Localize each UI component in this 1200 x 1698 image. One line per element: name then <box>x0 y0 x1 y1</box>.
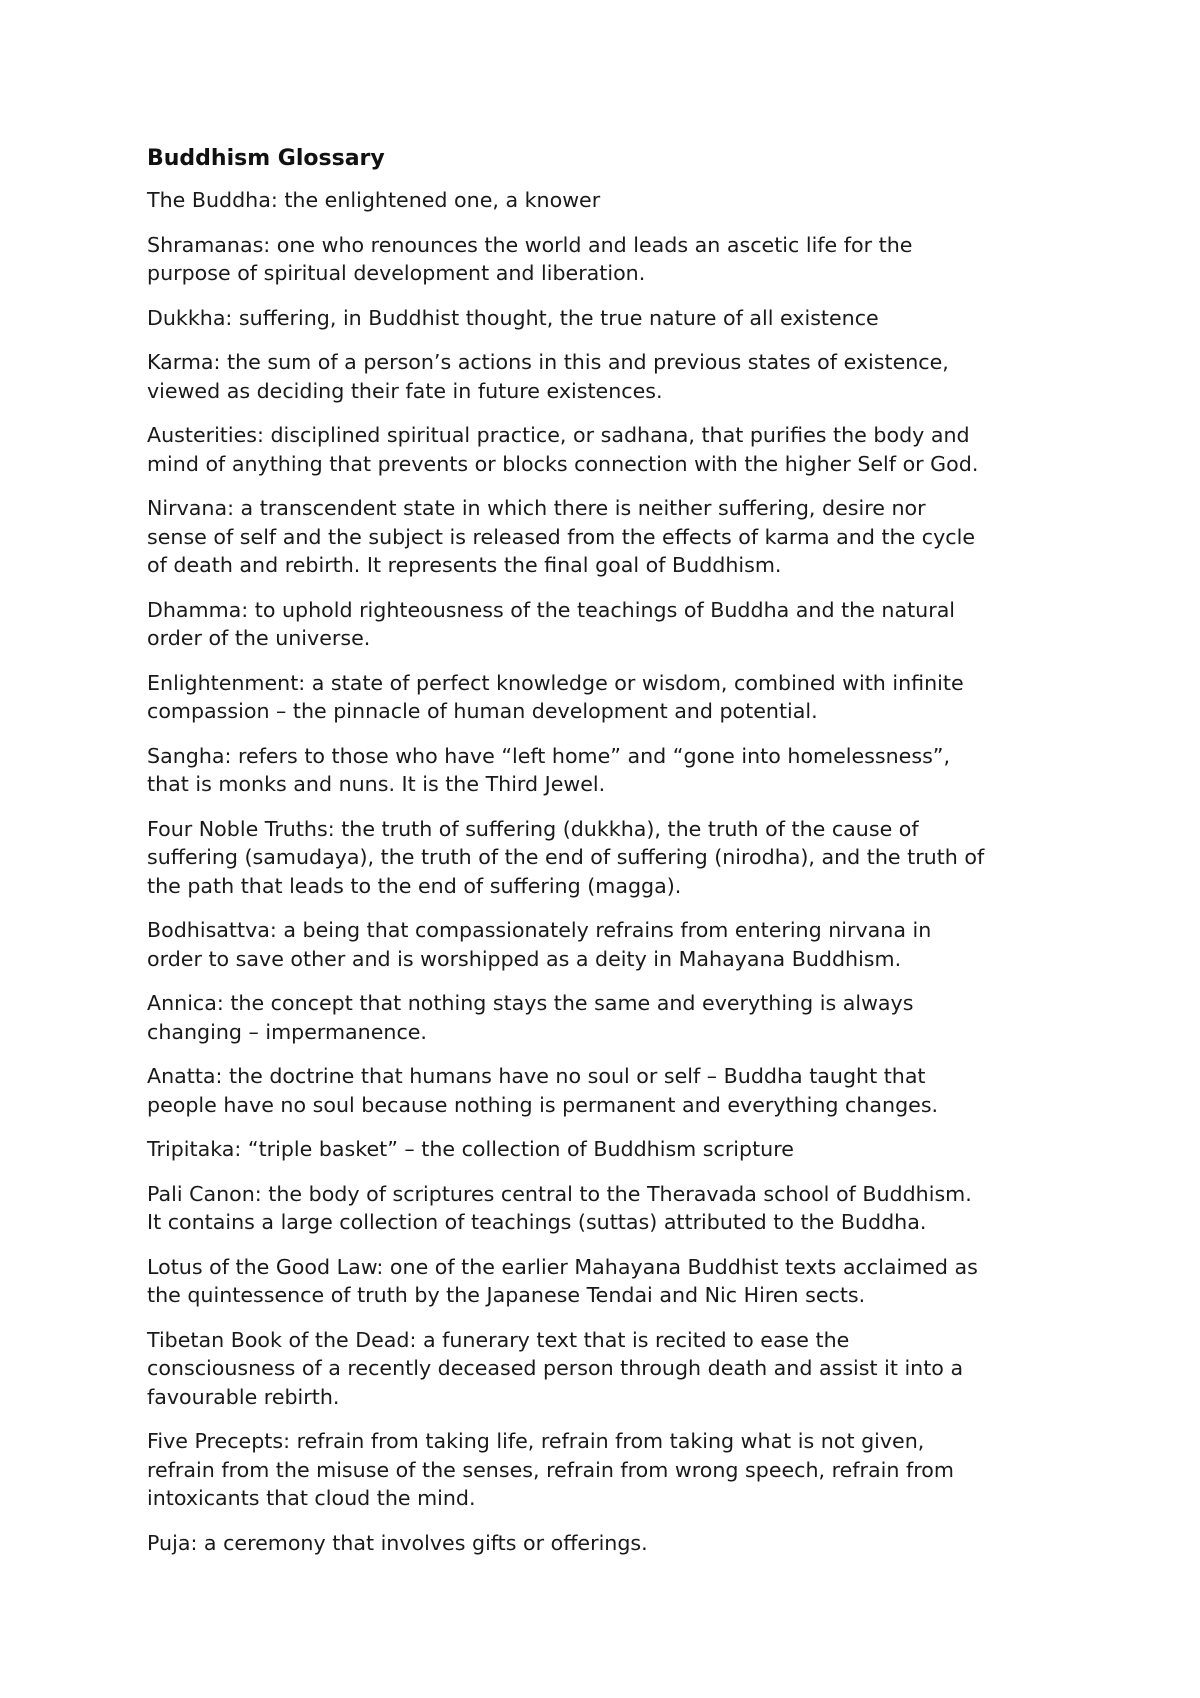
glossary-entry-line: consciousness of a recently deceased person through death and assist it into a <box>147 1356 964 1380</box>
glossary-entry-line: the path that leads to the end of suffering (magga). <box>147 873 682 898</box>
glossary-entry-line: changing – impermanence. <box>147 1019 427 1044</box>
glossary-entry <box>147 1253 1077 1310</box>
glossary-entry-line: compassion – the pinnacle of human development and potential. <box>147 699 818 723</box>
glossary-entry <box>147 989 1077 1046</box>
glossary-entry <box>147 1062 1077 1119</box>
glossary-entry-line: Annica: the concept that nothing stays the same and everything is always <box>147 991 914 1015</box>
glossary-entry <box>147 231 1077 288</box>
glossary-entry-line: order to save other and is worshipped as a deity in Mahayana Buddhism. <box>147 946 902 971</box>
glossary-entry <box>147 421 1077 478</box>
glossary-entry-line: Puja: a ceremony that involves gifts or offerings. <box>147 1530 648 1555</box>
glossary-entry <box>147 304 1077 333</box>
glossary-entry-line: purpose of spiritual development and liberation. <box>147 261 646 285</box>
glossary-entry-line: Karma: the sum of a person’s actions in this and previous states of existence, <box>147 350 949 374</box>
glossary-entry <box>147 1180 1077 1237</box>
glossary-entry-line: Anatta: the doctrine that humans have no soul or self – Buddha taught that <box>147 1064 926 1088</box>
glossary-entry-line: people have no soul because nothing is permanent and everything changes. <box>147 1092 939 1117</box>
glossary-entry-line: Sangha: refers to those who have “left home” and “gone into homelessness”, <box>147 743 951 768</box>
document-page <box>147 142 1077 1573</box>
glossary-entry <box>147 348 1077 405</box>
glossary-entry <box>147 596 1077 653</box>
glossary-entry <box>147 815 1077 901</box>
glossary-entry <box>147 1427 1077 1513</box>
glossary-entry-line: of death and rebirth. It represents the final goal of Buddhism. <box>147 553 782 577</box>
glossary-entry-line: the quintessence of truth by the Japanese Tendai and Nic Hiren sects. <box>147 1283 866 1307</box>
glossary-entry-line: Tripitaka: “triple basket” – the collection of Buddhism scripture <box>147 1137 794 1161</box>
glossary-entry-line: Bodhisattva: a being that compassionately refrains from entering nirvana in <box>147 918 932 942</box>
glossary-entry <box>147 742 1077 799</box>
document-title: Buddhism Glossary <box>147 146 385 171</box>
glossary-entry-line: order of the universe. <box>147 626 371 650</box>
glossary-entry-line: It contains a large collection of teachings (suttas) attributed to the Buddha. <box>147 1210 927 1234</box>
glossary-entry <box>147 669 1077 726</box>
glossary-entry-line: sense of self and the subject is released from the effects of karma and the cycle <box>147 524 976 549</box>
glossary-entry-line: Shramanas: one who renounces the world and leads an ascetic life for the <box>147 232 913 257</box>
glossary-entry <box>147 1326 1077 1412</box>
glossary-entry-line: that is monks and nuns. It is the Third Jewel. <box>147 772 606 796</box>
glossary-entry-line: viewed as deciding their fate in future existences. <box>147 378 663 403</box>
glossary-entry-line: Four Noble Truths: the truth of suffering (dukkha), the truth of the cause of <box>147 816 919 841</box>
glossary-entry-line: Enlightenment: a state of perfect knowledge or wisdom, combined with infinite <box>147 670 964 695</box>
glossary-entry <box>147 916 1077 973</box>
glossary-entry <box>147 186 1077 215</box>
glossary-entry <box>147 494 1077 580</box>
glossary-entry-line: suffering (samudaya), the truth of the end of suffering (nirodha), and the truth of <box>147 845 985 869</box>
glossary-entry-line: Austerities: disciplined spiritual practice, or sadhana, that purifies the body and <box>147 423 970 447</box>
glossary-entry-line: Tibetan Book of the Dead: a funerary text that is recited to ease the <box>147 1327 850 1352</box>
glossary-entry-line: Five Precepts: refrain from taking life, refrain from taking what is not given, <box>147 1429 925 1453</box>
glossary-entry-line: Pali Canon: the body of scriptures central to the Theravada school of Buddhism. <box>147 1181 972 1206</box>
glossary-list <box>147 186 1077 1557</box>
glossary-entry-line: intoxicants that cloud the mind. <box>147 1486 476 1510</box>
glossary-entry <box>147 1529 1077 1558</box>
glossary-entry-line: Dhamma: to uphold righteousness of the teachings of Buddha and the natural <box>147 597 956 622</box>
glossary-entry-line: The Buddha: the enlightened one, a knower <box>147 188 601 212</box>
glossary-entry <box>147 1135 1077 1164</box>
glossary-entry-line: favourable rebirth. <box>147 1384 340 1409</box>
glossary-entry-line: Nirvana: a transcendent state in which there is neither suffering, desire nor <box>147 496 926 520</box>
glossary-entry-line: Lotus of the Good Law: one of the earlier Mahayana Buddhist texts acclaimed as <box>147 1254 978 1279</box>
glossary-entry-line: Dukkha: suffering, in Buddhist thought, the true nature of all existence <box>147 305 879 330</box>
glossary-entry-line: mind of anything that prevents or blocks connection with the higher Self or God. <box>147 451 979 476</box>
glossary-entry-line: refrain from the misuse of the senses, refrain from wrong speech, refrain from <box>147 1457 954 1482</box>
